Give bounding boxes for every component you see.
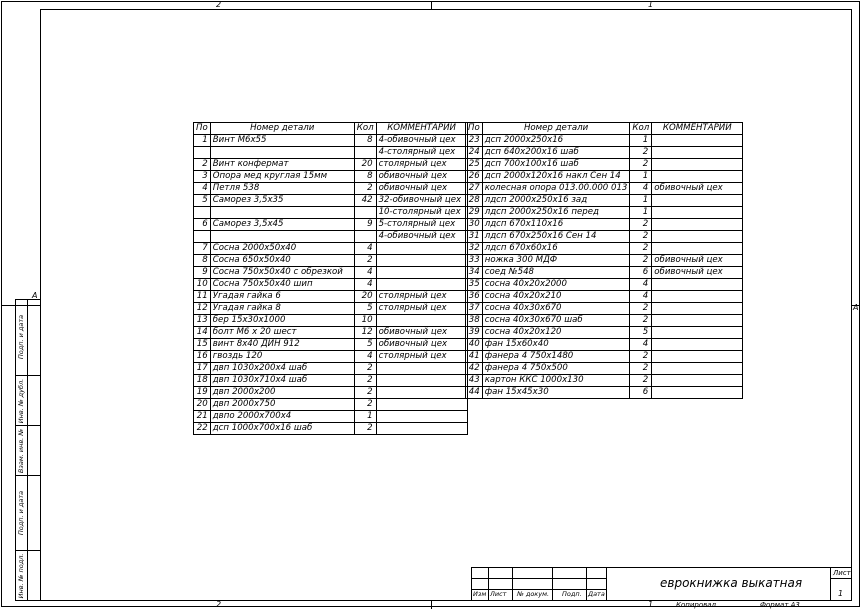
comment-cell <box>376 375 467 387</box>
parts-table-left <box>193 122 468 435</box>
part-name-cell: гвоздь 120 <box>210 351 354 363</box>
part-name-cell: сосна 40х30х670 <box>482 303 630 315</box>
part-name-cell: сосна 40х20х2000 <box>482 279 630 291</box>
side-cell-dup-inv: Инв. № дубл. <box>15 375 40 425</box>
quantity-cell: 6 <box>630 267 652 279</box>
position-cell: 43 <box>466 375 483 387</box>
quantity-cell: 2 <box>630 159 652 171</box>
comment-cell <box>652 375 743 387</box>
table-row <box>194 267 468 279</box>
part-name-cell: бер 15х30х1000 <box>210 315 354 327</box>
position-cell: 19 <box>194 387 211 399</box>
position-cell: 16 <box>194 351 211 363</box>
drawing-title: еврокнижка выкатная <box>660 576 803 590</box>
position-cell: 13 <box>194 315 211 327</box>
column-header: По <box>194 123 211 135</box>
part-name-cell: Сосна 750х50х40 с обрезкой <box>210 267 354 279</box>
table-row <box>194 159 468 171</box>
quantity-cell: 5 <box>354 303 376 315</box>
quantity-cell: 2 <box>630 363 652 375</box>
table-row <box>466 387 743 399</box>
table-row <box>466 159 743 171</box>
part-name-cell: Винт конфермат <box>210 159 354 171</box>
part-name-cell: дсп 640х200х16 шаб <box>482 147 630 159</box>
comment-cell: столярный цех <box>376 351 467 363</box>
part-name-cell: колесная опора 013.00.000 013 <box>482 183 630 195</box>
position-cell: 28 <box>466 195 483 207</box>
table-row <box>194 375 468 387</box>
part-name-cell: фанера 4 750х500 <box>482 363 630 375</box>
part-name-cell: ножка 300 МДФ <box>482 255 630 267</box>
comment-cell: 5-столярный цех <box>376 219 467 231</box>
table-row <box>194 327 468 339</box>
part-name-cell: соед №548 <box>482 267 630 279</box>
comment-cell <box>652 339 743 351</box>
comment-cell <box>376 363 467 375</box>
table-row <box>194 255 468 267</box>
comment-cell: столярный цех <box>376 159 467 171</box>
stamp-label-change: Изм <box>473 590 487 598</box>
position-cell: 21 <box>194 411 211 423</box>
quantity-cell: 2 <box>630 315 652 327</box>
quantity-cell: 2 <box>354 387 376 399</box>
table-row <box>466 327 743 339</box>
position-cell: 36 <box>466 291 483 303</box>
comment-cell <box>652 291 743 303</box>
position-cell: 35 <box>466 279 483 291</box>
comment-cell <box>652 363 743 375</box>
part-name-cell: лдсп 2000х250х16 зад <box>482 195 630 207</box>
quantity-cell: 1 <box>630 135 652 147</box>
copied-by: Копировал <box>676 601 716 609</box>
part-name-cell: сосна 40х30х670 шаб <box>482 315 630 327</box>
part-name-cell: фан 15х60х40 <box>482 339 630 351</box>
column-header: КОММЕНТАРИИ <box>376 123 467 135</box>
part-name-cell: Угадая гайка 6 <box>210 291 354 303</box>
quantity-cell: 4 <box>630 279 652 291</box>
position-cell: 24 <box>466 147 483 159</box>
quantity-cell: 2 <box>630 147 652 159</box>
stamp-label-sign: Подп. <box>562 590 582 598</box>
position-cell: 9 <box>194 267 211 279</box>
table-row <box>194 423 468 435</box>
comment-cell <box>652 327 743 339</box>
comment-cell <box>652 207 743 219</box>
table-row <box>194 219 468 231</box>
comment-cell <box>376 315 467 327</box>
position-cell: 6 <box>194 219 211 231</box>
quantity-cell: 2 <box>354 363 376 375</box>
comment-cell: обивочный цех <box>652 267 743 279</box>
position-cell: 3 <box>194 171 211 183</box>
quantity-cell: 2 <box>354 423 376 435</box>
quantity-cell: 2 <box>354 375 376 387</box>
part-name-cell: винт 8х40 ДИН 912 <box>210 339 354 351</box>
comment-cell: обивочный цех <box>652 255 743 267</box>
comment-cell <box>652 219 743 231</box>
position-cell: 7 <box>194 243 211 255</box>
comment-cell <box>376 279 467 291</box>
stamp-label-sheet: Лист <box>490 590 507 598</box>
zone-top-right: 1 <box>648 0 654 9</box>
position-cell: 39 <box>466 327 483 339</box>
comment-cell <box>376 387 467 399</box>
comment-cell: 4-столярный цех <box>376 147 467 159</box>
quantity-cell: 8 <box>354 171 376 183</box>
quantity-cell: 5 <box>630 327 652 339</box>
position-cell: 33 <box>466 255 483 267</box>
part-name-cell: Сосна 650х50х40 <box>210 255 354 267</box>
comment-cell: столярный цех <box>376 303 467 315</box>
part-name-cell: Угадая гайка 8 <box>210 303 354 315</box>
table-row <box>194 411 468 423</box>
quantity-cell: 2 <box>354 183 376 195</box>
position-cell <box>194 207 211 219</box>
comment-cell <box>652 315 743 327</box>
column-header: Кол <box>630 123 652 135</box>
position-cell: 42 <box>466 363 483 375</box>
position-cell: 38 <box>466 315 483 327</box>
part-name-cell: дсп 2000х120х16 накл Сен 14 <box>482 171 630 183</box>
comment-cell <box>652 195 743 207</box>
quantity-cell: 8 <box>354 135 376 147</box>
part-name-cell: дсп 2000х250х16 <box>482 135 630 147</box>
table-row <box>466 183 743 195</box>
zone-divider-top <box>431 1 432 9</box>
comment-cell: обивочный цех <box>376 339 467 351</box>
comment-cell <box>376 411 467 423</box>
position-cell: 15 <box>194 339 211 351</box>
part-name-cell: лдсп 670х110х16 <box>482 219 630 231</box>
part-name-cell: двп 1030х710х4 шаб <box>210 375 354 387</box>
comment-cell <box>376 255 467 267</box>
table-row <box>466 207 743 219</box>
position-cell: 40 <box>466 339 483 351</box>
part-name-cell: сосна 40х20х210 <box>482 291 630 303</box>
position-cell: 44 <box>466 387 483 399</box>
quantity-cell: 5 <box>354 339 376 351</box>
part-name-cell: Винт М6х55 <box>210 135 354 147</box>
table-row <box>466 135 743 147</box>
zone-bottom-right: 1 <box>648 600 654 609</box>
table-row <box>466 339 743 351</box>
comment-cell: обивочный цех <box>652 183 743 195</box>
quantity-cell <box>354 231 376 243</box>
quantity-cell: 4 <box>630 291 652 303</box>
quantity-cell: 2 <box>354 399 376 411</box>
comment-cell <box>376 399 467 411</box>
part-name-cell: лдсп 2000х250х16 перед <box>482 207 630 219</box>
quantity-cell: 42 <box>354 195 376 207</box>
position-cell: 41 <box>466 351 483 363</box>
quantity-cell: 1 <box>354 411 376 423</box>
position-cell: 12 <box>194 303 211 315</box>
table-row <box>194 135 468 147</box>
part-name-cell: дсп 1000х700х16 шаб <box>210 423 354 435</box>
part-name-cell: Петля 538 <box>210 183 354 195</box>
position-cell: 5 <box>194 195 211 207</box>
quantity-cell: 1 <box>630 195 652 207</box>
table-row <box>194 315 468 327</box>
part-name-cell: двпо 2000х700х4 <box>210 411 354 423</box>
table-row <box>466 267 743 279</box>
part-name-cell: фанера 4 750х1480 <box>482 351 630 363</box>
comment-cell: обивочный цех <box>376 171 467 183</box>
column-header: Номер детали <box>210 123 354 135</box>
sheet-number: 1 <box>838 589 844 598</box>
part-name-cell: лдсп 670х60х16 <box>482 243 630 255</box>
zone-divider-bottom <box>431 601 432 609</box>
comment-cell: 10-столярный цех <box>376 207 467 219</box>
parts-table-right <box>465 122 743 399</box>
position-cell: 17 <box>194 363 211 375</box>
comment-cell <box>652 387 743 399</box>
position-cell: 26 <box>466 171 483 183</box>
quantity-cell: 2 <box>630 243 652 255</box>
quantity-cell: 4 <box>354 267 376 279</box>
table-row <box>194 183 468 195</box>
stamp-label-date: Дата <box>588 590 605 598</box>
comment-cell <box>652 147 743 159</box>
position-cell: 20 <box>194 399 211 411</box>
position-cell: 27 <box>466 183 483 195</box>
part-name-cell: Саморез 3,5х45 <box>210 219 354 231</box>
table-row <box>466 375 743 387</box>
table-row <box>194 243 468 255</box>
quantity-cell: 2 <box>630 303 652 315</box>
part-name-cell: двп 2000х200 <box>210 387 354 399</box>
quantity-cell: 2 <box>630 231 652 243</box>
table-row <box>194 303 468 315</box>
part-name-cell <box>210 147 354 159</box>
part-name-cell: дсп 700х100х16 шаб <box>482 159 630 171</box>
zone-bottom-left: 2 <box>216 600 222 609</box>
part-name-cell <box>210 231 354 243</box>
table-row <box>194 207 468 219</box>
table-row <box>194 399 468 411</box>
table-row <box>194 171 468 183</box>
quantity-cell: 9 <box>354 219 376 231</box>
comment-cell <box>652 243 743 255</box>
table-row <box>194 231 468 243</box>
quantity-cell: 10 <box>354 315 376 327</box>
position-cell: 2 <box>194 159 211 171</box>
position-cell <box>194 147 211 159</box>
part-name-cell <box>210 207 354 219</box>
table-row <box>466 291 743 303</box>
column-header: По <box>466 123 483 135</box>
comment-cell: столярный цех <box>376 291 467 303</box>
comment-cell: 32-обивочный цех <box>376 195 467 207</box>
position-cell: 29 <box>466 207 483 219</box>
quantity-cell <box>354 147 376 159</box>
paper-format: Формат А3 <box>760 601 800 609</box>
position-cell: 18 <box>194 375 211 387</box>
side-cell-sign-date-2: Подп. и дата <box>15 475 40 550</box>
position-cell: 34 <box>466 267 483 279</box>
comment-cell: 4-обивочный цех <box>376 231 467 243</box>
table-row <box>194 351 468 363</box>
zone-right: A <box>853 303 859 312</box>
position-cell: 11 <box>194 291 211 303</box>
table-row <box>466 147 743 159</box>
position-cell: 23 <box>466 135 483 147</box>
comment-cell: обивочный цех <box>376 183 467 195</box>
stamp-label-doc: № докум. <box>517 590 550 598</box>
quantity-cell: 1 <box>630 207 652 219</box>
position-cell: 10 <box>194 279 211 291</box>
zone-top-left: 2 <box>216 0 222 9</box>
comment-cell: 4-обивочный цех <box>376 135 467 147</box>
part-name-cell: фан 15х45х30 <box>482 387 630 399</box>
quantity-cell: 2 <box>630 351 652 363</box>
zone-left: A <box>32 291 38 300</box>
table-row <box>466 255 743 267</box>
part-name-cell: Саморез 3,5х35 <box>210 195 354 207</box>
table-row <box>194 195 468 207</box>
comment-cell <box>652 303 743 315</box>
quantity-cell <box>354 207 376 219</box>
quantity-cell: 4 <box>354 351 376 363</box>
table-row <box>194 291 468 303</box>
position-cell: 32 <box>466 243 483 255</box>
quantity-cell: 4 <box>630 339 652 351</box>
table-row <box>194 363 468 375</box>
comment-cell <box>376 423 467 435</box>
table-row <box>466 351 743 363</box>
comment-cell: обивочный цех <box>376 327 467 339</box>
position-cell: 22 <box>194 423 211 435</box>
part-name-cell: сосна 40х20х120 <box>482 327 630 339</box>
table-row <box>466 279 743 291</box>
quantity-cell: 1 <box>630 171 652 183</box>
part-name-cell: картон ККС 1000х130 <box>482 375 630 387</box>
side-cell-orig-inv: Инв. № подл. <box>15 550 40 601</box>
column-header: Кол <box>354 123 376 135</box>
part-name-cell: болт М6 х 20 шест <box>210 327 354 339</box>
comment-cell <box>376 243 467 255</box>
position-cell: 8 <box>194 255 211 267</box>
comment-cell <box>652 135 743 147</box>
comment-cell <box>652 231 743 243</box>
table-row <box>466 363 743 375</box>
comment-cell <box>652 351 743 363</box>
comment-cell <box>652 279 743 291</box>
part-name-cell: Сосна 2000х50х40 <box>210 243 354 255</box>
table-row <box>466 243 743 255</box>
position-cell: 4 <box>194 183 211 195</box>
quantity-cell: 2 <box>630 219 652 231</box>
position-cell: 30 <box>466 219 483 231</box>
quantity-cell: 2 <box>354 255 376 267</box>
position-cell: 25 <box>466 159 483 171</box>
part-name-cell: лдсп 670х250х16 Сен 14 <box>482 231 630 243</box>
quantity-cell: 20 <box>354 159 376 171</box>
position-cell <box>194 231 211 243</box>
table-row <box>194 339 468 351</box>
table-row <box>194 147 468 159</box>
position-cell: 37 <box>466 303 483 315</box>
quantity-cell: 4 <box>354 243 376 255</box>
position-cell: 14 <box>194 327 211 339</box>
part-name-cell: Сосна 750х50х40 шип <box>210 279 354 291</box>
quantity-cell: 12 <box>354 327 376 339</box>
table-row <box>194 387 468 399</box>
quantity-cell: 6 <box>630 387 652 399</box>
table-row <box>194 279 468 291</box>
table-row <box>466 303 743 315</box>
quantity-cell: 2 <box>630 255 652 267</box>
side-cell-replace-inv: Взам. инв. № <box>15 425 40 475</box>
quantity-cell: 2 <box>630 375 652 387</box>
quantity-cell: 20 <box>354 291 376 303</box>
sheet-label: Лист <box>833 569 851 577</box>
position-cell: 31 <box>466 231 483 243</box>
quantity-cell: 4 <box>630 183 652 195</box>
quantity-cell: 4 <box>354 279 376 291</box>
table-row <box>466 219 743 231</box>
column-header: КОММЕНТАРИИ <box>652 123 743 135</box>
table-row <box>466 171 743 183</box>
column-header: Номер детали <box>482 123 630 135</box>
table-row <box>466 315 743 327</box>
side-cell-sign-date-1: Подп. и дата <box>17 314 25 360</box>
comment-cell <box>652 159 743 171</box>
table-row <box>466 231 743 243</box>
table-header-row <box>194 123 468 135</box>
comment-cell <box>652 171 743 183</box>
part-name-cell: Опора мед круглая 15мм <box>210 171 354 183</box>
position-cell: 1 <box>194 135 211 147</box>
table-row <box>466 195 743 207</box>
table-header-row <box>466 123 743 135</box>
comment-cell <box>376 267 467 279</box>
part-name-cell: двп 1030х200х4 шаб <box>210 363 354 375</box>
part-name-cell: двп 2000х750 <box>210 399 354 411</box>
